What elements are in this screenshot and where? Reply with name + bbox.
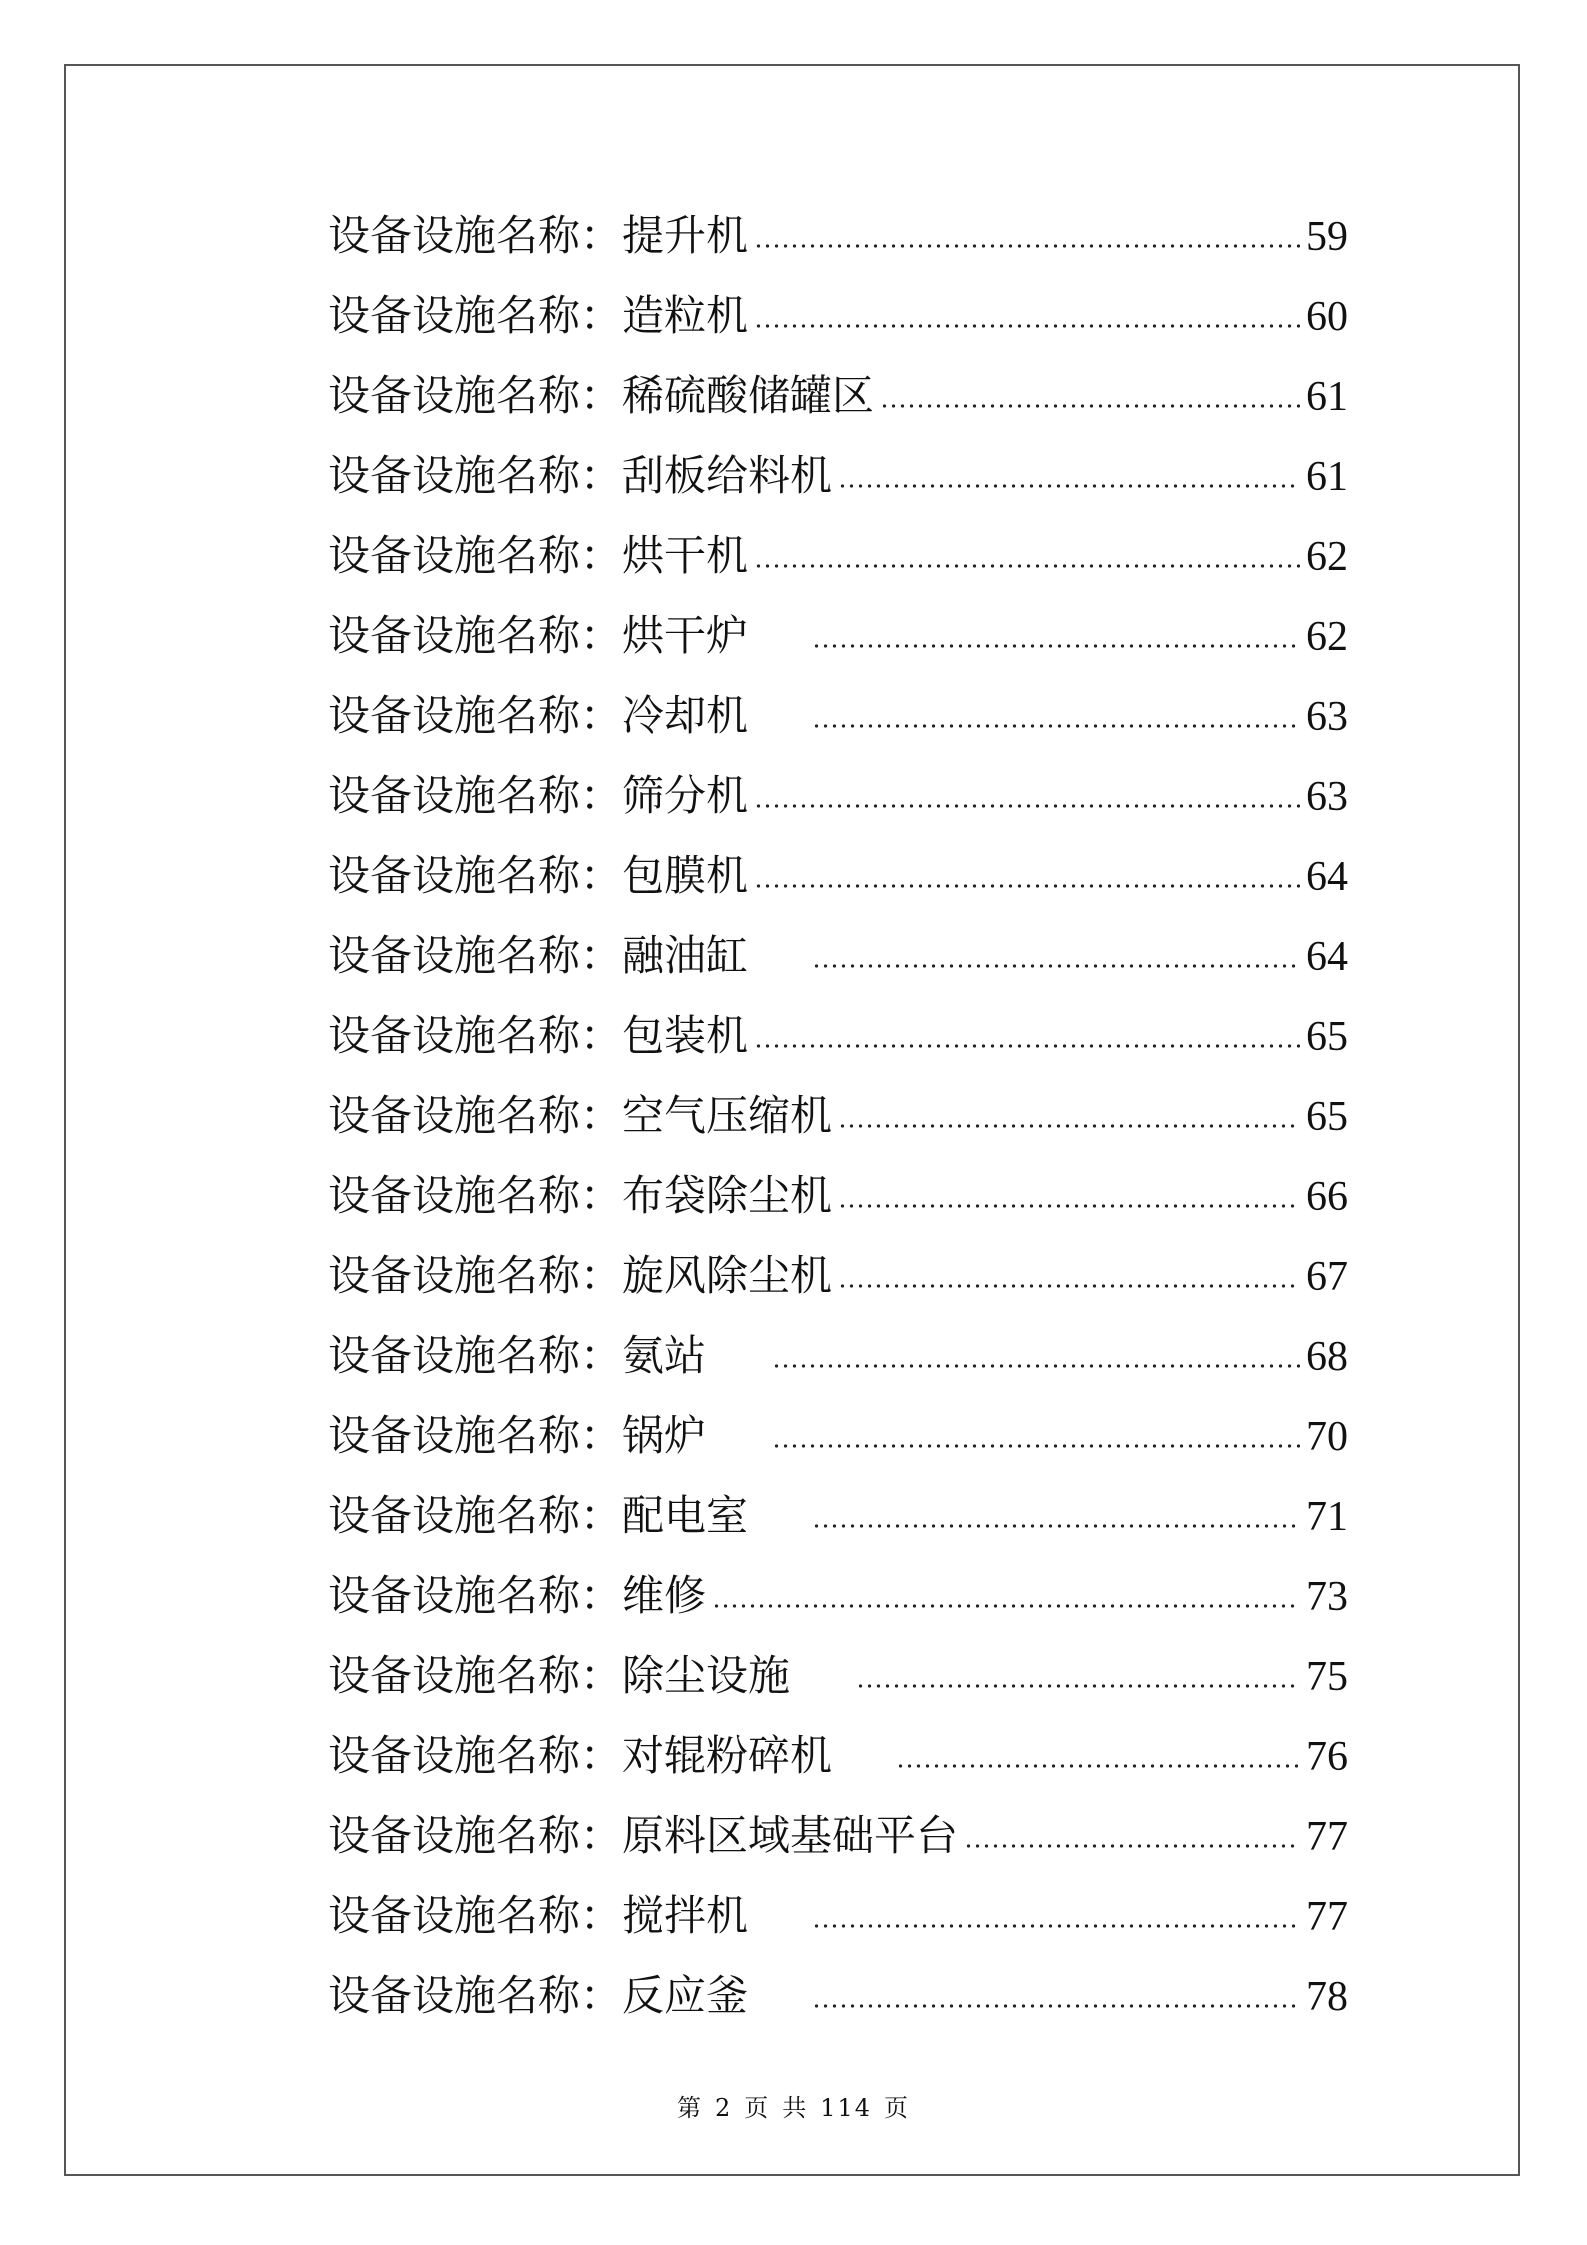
toc-entry[interactable] — [328, 1316, 1348, 1396]
toc-dot-leader — [772, 1364, 1300, 1368]
toc-entry-prefix: 设备设施名称： — [328, 1171, 623, 1220]
toc-entry-prefix: 设备设施名称： — [328, 1251, 623, 1300]
toc-entry[interactable] — [328, 916, 1348, 996]
toc-entry-page-number: 61 — [1306, 454, 1348, 500]
toc-entry-page-number: 68 — [1306, 1334, 1348, 1380]
toc-dot-leader — [856, 1684, 1300, 1688]
toc-entry-name: 配电室 — [622, 1491, 749, 1540]
toc-entry-prefix: 设备设施名称： — [328, 1331, 623, 1380]
toc-entry-page-number: 76 — [1306, 1734, 1348, 1780]
toc-entry-name: 旋风除尘机 — [622, 1251, 833, 1300]
toc-entry[interactable] — [328, 1236, 1348, 1316]
toc-entry-name: 氨站 — [622, 1331, 707, 1380]
toc-entry[interactable] — [328, 756, 1348, 836]
toc-dot-leader — [712, 1604, 1300, 1608]
toc-entry[interactable] — [328, 1716, 1348, 1796]
toc-entry[interactable] — [328, 1556, 1348, 1636]
toc-entry[interactable] — [328, 196, 1348, 276]
toc-entry-name: 包膜机 — [622, 851, 749, 900]
toc-dot-leader — [754, 324, 1300, 328]
toc-entry[interactable] — [328, 1956, 1348, 2036]
toc-dot-leader — [754, 244, 1300, 248]
toc-entry-prefix: 设备设施名称： — [328, 1011, 623, 1060]
toc-dot-leader — [838, 484, 1300, 488]
toc-entry-name: 除尘设施 — [622, 1651, 791, 1700]
toc-entry-prefix: 设备设施名称： — [328, 1731, 623, 1780]
toc-entry-page-number: 62 — [1306, 534, 1348, 580]
toc-entry[interactable] — [328, 1636, 1348, 1716]
toc-entry-name: 搅拌机 — [622, 1891, 749, 1940]
toc-entry-prefix: 设备设施名称： — [328, 371, 623, 420]
toc-entry-page-number: 73 — [1306, 1574, 1348, 1620]
toc-entry-page-number: 70 — [1306, 1414, 1348, 1460]
footer-current-page: 2 — [714, 2094, 733, 2122]
toc-entry-page-number: 61 — [1306, 374, 1348, 420]
toc-entry[interactable] — [328, 676, 1348, 756]
toc-dot-leader — [880, 404, 1300, 408]
toc-entry-prefix: 设备设施名称： — [328, 291, 623, 340]
toc-dot-leader — [838, 1124, 1300, 1128]
toc-dot-leader — [838, 1204, 1300, 1208]
toc-entry-prefix: 设备设施名称： — [328, 1811, 623, 1860]
toc-entry-prefix: 设备设施名称： — [328, 1491, 623, 1540]
toc-entry[interactable] — [328, 1396, 1348, 1476]
toc-entry-name: 锅炉 — [622, 1411, 707, 1460]
toc-entry[interactable] — [328, 1476, 1348, 1556]
toc-entry-page-number: 67 — [1306, 1254, 1348, 1300]
toc-entry-page-number: 78 — [1306, 1974, 1348, 2020]
toc-entry[interactable] — [328, 836, 1348, 916]
toc-entry[interactable] — [328, 276, 1348, 356]
toc-dot-leader — [754, 1044, 1300, 1048]
footer-total-pages: 114 — [820, 2094, 873, 2122]
toc-entry-name: 反应釜 — [622, 1971, 749, 2020]
toc-dot-leader — [754, 884, 1300, 888]
toc-entry-name: 对辊粉碎机 — [622, 1731, 833, 1780]
toc-entry-name: 包装机 — [622, 1011, 749, 1060]
toc-entry-prefix: 设备设施名称： — [328, 1651, 623, 1700]
toc-entry-name: 烘干炉 — [622, 611, 749, 660]
toc-entry-name: 原料区域基础平台 — [622, 1811, 959, 1860]
toc-entry-page-number: 75 — [1306, 1654, 1348, 1700]
table-of-contents — [328, 196, 1348, 2036]
toc-entry-prefix: 设备设施名称： — [328, 1891, 623, 1940]
toc-entry[interactable] — [328, 1156, 1348, 1236]
toc-entry-prefix: 设备设施名称： — [328, 771, 623, 820]
toc-entry-prefix: 设备设施名称： — [328, 931, 623, 980]
toc-entry[interactable] — [328, 1796, 1348, 1876]
toc-dot-leader — [812, 644, 1300, 648]
toc-entry-name: 融油缸 — [622, 931, 749, 980]
toc-entry-page-number: 64 — [1306, 934, 1348, 980]
footer-label-total: 共 — [782, 2094, 809, 2122]
toc-dot-leader — [812, 1924, 1300, 1928]
toc-entry-name: 烘干机 — [622, 531, 749, 580]
toc-entry-prefix: 设备设施名称： — [328, 451, 623, 500]
toc-entry-page-number: 64 — [1306, 854, 1348, 900]
toc-entry-page-number: 60 — [1306, 294, 1348, 340]
toc-entry-prefix: 设备设施名称： — [328, 1091, 623, 1140]
toc-entry[interactable] — [328, 596, 1348, 676]
toc-dot-leader — [812, 1524, 1300, 1528]
toc-entry[interactable] — [328, 996, 1348, 1076]
toc-entry-page-number: 65 — [1306, 1014, 1348, 1060]
toc-entry-prefix: 设备设施名称： — [328, 1971, 623, 2020]
toc-entry-page-number: 71 — [1306, 1494, 1348, 1540]
toc-dot-leader — [838, 1284, 1300, 1288]
footer-label-page: 第 — [676, 2094, 703, 2122]
toc-dot-leader — [754, 804, 1300, 808]
toc-dot-leader — [754, 564, 1300, 568]
footer-label-total-unit: 页 — [884, 2094, 911, 2122]
toc-entry-page-number: 65 — [1306, 1094, 1348, 1140]
toc-dot-leader — [896, 1764, 1300, 1768]
toc-entry-page-number: 63 — [1306, 694, 1348, 740]
toc-entry-name: 冷却机 — [622, 691, 749, 740]
toc-entry-name: 维修 — [622, 1571, 707, 1620]
toc-entry-page-number: 62 — [1306, 614, 1348, 660]
toc-entry-name: 造粒机 — [622, 291, 749, 340]
toc-entry-page-number: 59 — [1306, 214, 1348, 260]
toc-entry[interactable] — [328, 1076, 1348, 1156]
toc-dot-leader — [772, 1444, 1300, 1448]
toc-dot-leader — [964, 1844, 1300, 1848]
toc-dot-leader — [812, 964, 1300, 968]
toc-entry-prefix: 设备设施名称： — [328, 691, 623, 740]
toc-entry-prefix: 设备设施名称： — [328, 611, 623, 660]
toc-entry-prefix: 设备设施名称： — [328, 1411, 623, 1460]
toc-entry-name: 稀硫酸储罐区 — [622, 371, 875, 420]
toc-dot-leader — [812, 724, 1300, 728]
footer-label-page-unit: 页 — [744, 2094, 771, 2122]
toc-entry-page-number: 77 — [1306, 1814, 1348, 1860]
toc-entry-name: 空气压缩机 — [622, 1091, 833, 1140]
toc-entry[interactable] — [328, 516, 1348, 596]
toc-entry-name: 布袋除尘机 — [622, 1171, 833, 1220]
toc-entry-prefix: 设备设施名称： — [328, 851, 623, 900]
toc-entry-page-number: 77 — [1306, 1894, 1348, 1940]
toc-entry-prefix: 设备设施名称： — [328, 211, 623, 260]
toc-entry-page-number: 66 — [1306, 1174, 1348, 1220]
toc-entry-name: 筛分机 — [622, 771, 749, 820]
toc-entry-prefix: 设备设施名称： — [328, 1571, 623, 1620]
toc-entry-prefix: 设备设施名称： — [328, 531, 623, 580]
toc-dot-leader — [812, 2004, 1300, 2008]
toc-entry-name: 刮板给料机 — [622, 451, 833, 500]
toc-entry[interactable] — [328, 1876, 1348, 1956]
toc-entry[interactable] — [328, 356, 1348, 436]
page-footer — [0, 2088, 1587, 2123]
toc-entry-page-number: 63 — [1306, 774, 1348, 820]
toc-entry-name: 提升机 — [622, 211, 749, 260]
toc-entry[interactable] — [328, 436, 1348, 516]
